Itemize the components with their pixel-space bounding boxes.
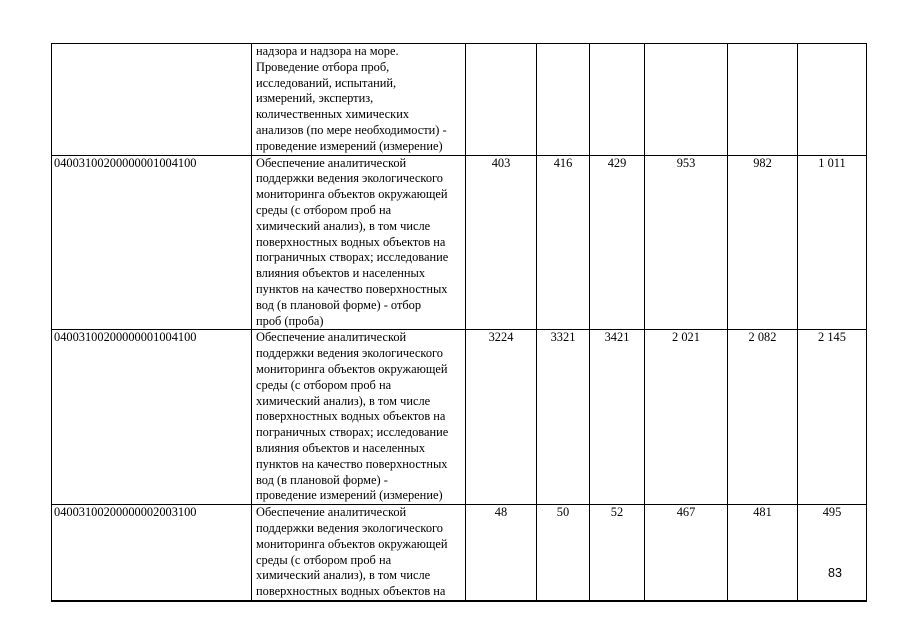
- row-description: [252, 155, 466, 330]
- description-line: исследований, испытаний,: [256, 75, 397, 90]
- description-line: химический анализ), в том числе: [256, 568, 431, 583]
- description-line: вод (в плановой форме) - отбор: [256, 297, 422, 312]
- value-cell: 982: [728, 155, 798, 330]
- description-line: химический анализ), в том числе: [256, 393, 431, 408]
- description-line: Проведение отбора проб,: [256, 59, 390, 74]
- description-line: поддержки ведения экологического: [256, 346, 443, 361]
- value-cell: 481: [728, 505, 798, 601]
- description-line: влияния объектов и населенных: [256, 440, 426, 455]
- description-line: надзора и надзора на море.: [256, 44, 399, 58]
- description-line: среды (с отбором проб на: [256, 552, 392, 567]
- description-line: пунктов на качество поверхностных: [256, 281, 448, 296]
- description-line: пограничных створах; исследование: [256, 425, 449, 440]
- value-cell: [645, 44, 728, 156]
- description-line: вод (в плановой форме) -: [256, 472, 388, 487]
- table-row: [52, 505, 867, 601]
- value-cell: 1 011: [798, 155, 867, 330]
- description-line: пунктов на качество поверхностных: [256, 456, 448, 471]
- description-line: среды (с отбором проб на: [256, 377, 392, 392]
- description-line: поверхностных водных объектов на: [256, 409, 446, 424]
- description-line: среды (с отбором проб на: [256, 202, 392, 217]
- value-cell: 2 145: [798, 330, 867, 505]
- value-cell: 3421: [590, 330, 645, 505]
- value-cell: 50: [537, 505, 590, 601]
- value-cell: [466, 44, 537, 156]
- value-cell: 2 021: [645, 330, 728, 505]
- value-cell: [728, 44, 798, 156]
- description-line: Обеспечение аналитической: [256, 505, 407, 520]
- table-row: [52, 330, 867, 505]
- row-code: 04003100200000001004100: [52, 155, 252, 330]
- value-cell: 416: [537, 155, 590, 330]
- table-row: [52, 44, 867, 156]
- value-cell: 429: [590, 155, 645, 330]
- page-number: 83: [828, 566, 842, 580]
- value-cell: [537, 44, 590, 156]
- row-code: 04003100200000001004100: [52, 330, 252, 505]
- description-line: измерений, экспертиз,: [256, 91, 374, 106]
- description-line: химический анализ), в том числе: [256, 218, 431, 233]
- table-row: [52, 155, 867, 330]
- description-line: мониторинга объектов окружающей: [256, 536, 448, 551]
- row-description: [252, 505, 466, 601]
- description-line: мониторинга объектов окружающей: [256, 361, 448, 376]
- value-cell: 3321: [537, 330, 590, 505]
- row-code: 04003100200000002003100: [52, 505, 252, 601]
- description-line: количественных химических: [256, 107, 410, 122]
- description-line: проведение измерений (измерение): [256, 488, 443, 503]
- value-cell: [798, 44, 867, 156]
- value-cell: 467: [645, 505, 728, 601]
- value-cell: 403: [466, 155, 537, 330]
- value-cell: 495: [798, 505, 867, 601]
- description-line: поверхностных водных объектов на: [256, 584, 446, 599]
- description-line: поддержки ведения экологического: [256, 520, 443, 535]
- description-line: мониторинга объектов окружающей: [256, 187, 448, 202]
- row-description: [252, 330, 466, 505]
- description-line: поверхностных водных объектов на: [256, 234, 446, 249]
- value-cell: 953: [645, 155, 728, 330]
- data-table: [51, 43, 867, 602]
- row-description: [252, 44, 466, 156]
- description-line: поддержки ведения экологического: [256, 171, 443, 186]
- description-line: анализов (по мере необходимости) -: [256, 122, 447, 137]
- description-line: пограничных створах; исследование: [256, 250, 449, 265]
- description-line: Обеспечение аналитической: [256, 330, 407, 345]
- value-cell: 52: [590, 505, 645, 601]
- description-line: Обеспечение аналитической: [256, 155, 407, 170]
- value-cell: 2 082: [728, 330, 798, 505]
- value-cell: 3224: [466, 330, 537, 505]
- description-line: проб (проба): [256, 313, 324, 328]
- row-code: [52, 44, 252, 156]
- description-line: влияния объектов и населенных: [256, 266, 426, 281]
- description-line: проведение измерений (измерение): [256, 138, 443, 153]
- value-cell: [590, 44, 645, 156]
- value-cell: 48: [466, 505, 537, 601]
